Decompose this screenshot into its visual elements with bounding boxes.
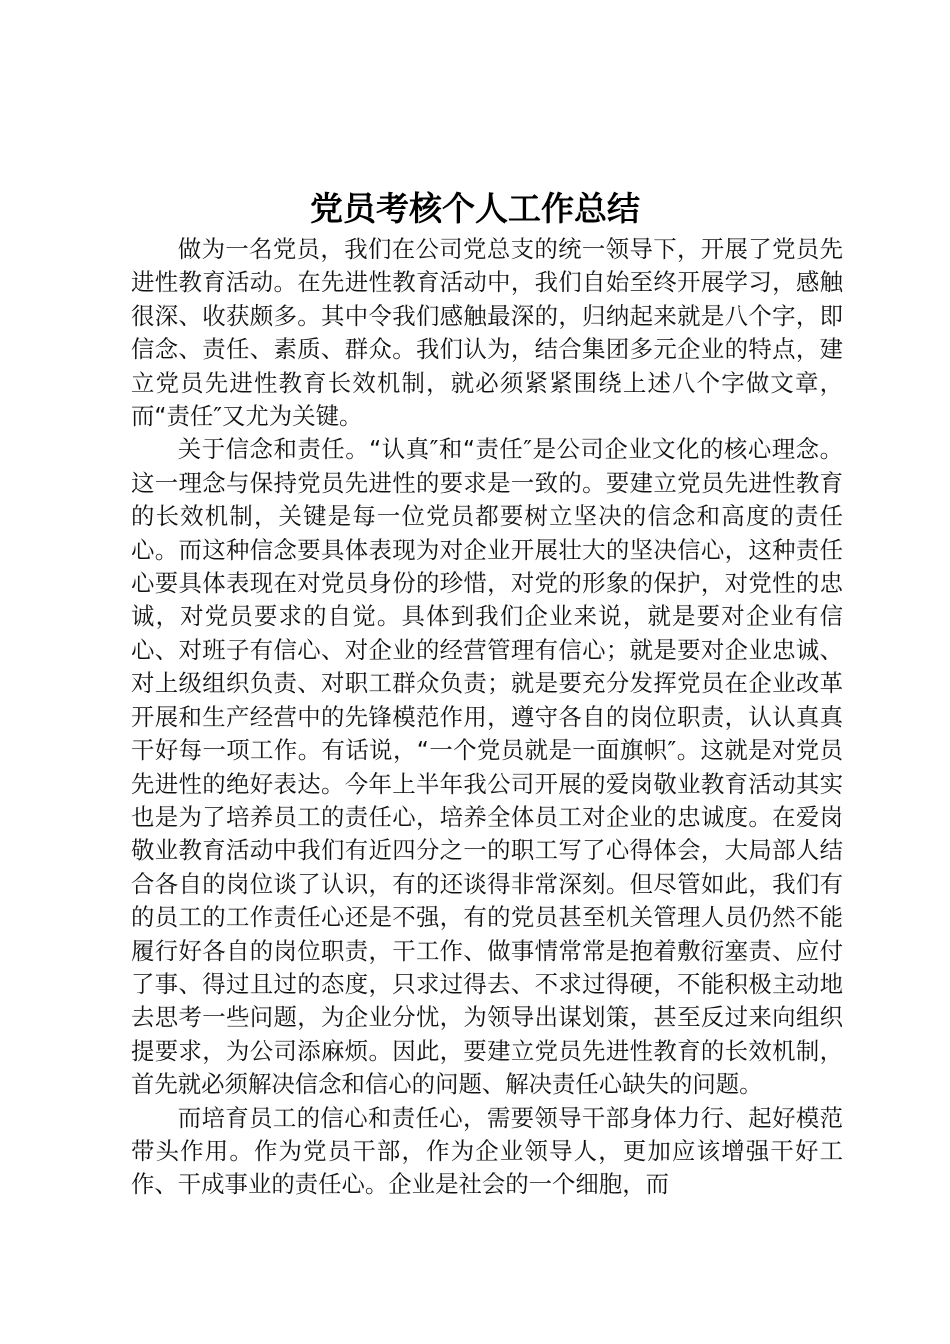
page-title: 党员考核个人工作总结 [310, 189, 640, 228]
paragraph-belief-and-responsibility: 关于信念和责任。“认真″和“责任″是公司企业文化的核心理念。这一理念与保持党员先进性的要求是一致的。要建立党员先进性教育的长效机制，关键是每一位党员都要树立坚决的信念和高度的责任心。而这种信念要具体表现为对企业开展壮大的坚决信心，这种责任心要具体表现在对党员身份的珍惜，对党的形象的保护，对党性的忠诚，对党员要求的自觉。具体到我们企业来说，就是要对企业有信心、对班子有信心、对企业的经营管理有信心；就是要对企业忠诚、对上级组织负责、对职工群众负责；就是要充分发挥党员在企业改革开展和生产经营中的先锋模范作用，遵守各自的岗位职责，认认真真干好每一项工作。有话说，“一个党员就是一面旗帜″。这就是对党员先进性的绝好表达。今年上半年我公司开展的爱岗敬业教育活动其实也是为了培养员工的责任心，培养全体员工对企业的忠诚度。在爱岗敬业教育活动中我们有近四分之一的职工写了心得体会，大局部人结合各自的岗位谈了认识，有的还谈得非常深刻。但尽管如此，我们有的员工的工作责任心还是不强，有的党员甚至机关管理人员仍然不能履行好各自的岗位职责，干工作、做事情常常是抱着敷衍塞责、应付了事、得过且过的态度，只求过得去、不求过得硬，不能积极主动地去思考一些问题，为企业分忧，为领导出谋划策，甚至反过来向组织提要求，为公司添麻烦。因此，要建立党员先进性教育的长效机制，首先就必须解决信念和信心的问题、解决责任心缺失的问题。 [131, 435, 843, 1099]
paragraph-leadership-example: 而培育员工的信心和责任心，需要领导干部身体力行、起好模范带头作用。作为党员干部，作为企业领导人，更加应该增强干好工作、干成事业的责任心。企业是社会的一个细胞，而 [131, 1103, 843, 1199]
paragraph-intro: 做为一名党员，我们在公司党总支的统一领导下，开展了党员先进性教育活动。在先进性教育活动中，我们自始至终开展学习，感触很深、收获颇多。其中令我们感触最深的，归纳起来就是八个字，即信念、责任、素质、群众。我们认为，结合集团多元企业的特点，建立党员先进性教育长效机制，就必须紧紧围绕上述八个字做文章，而“责任″又尤为关键。 [131, 235, 843, 431]
document-body [131, 233, 843, 1202]
